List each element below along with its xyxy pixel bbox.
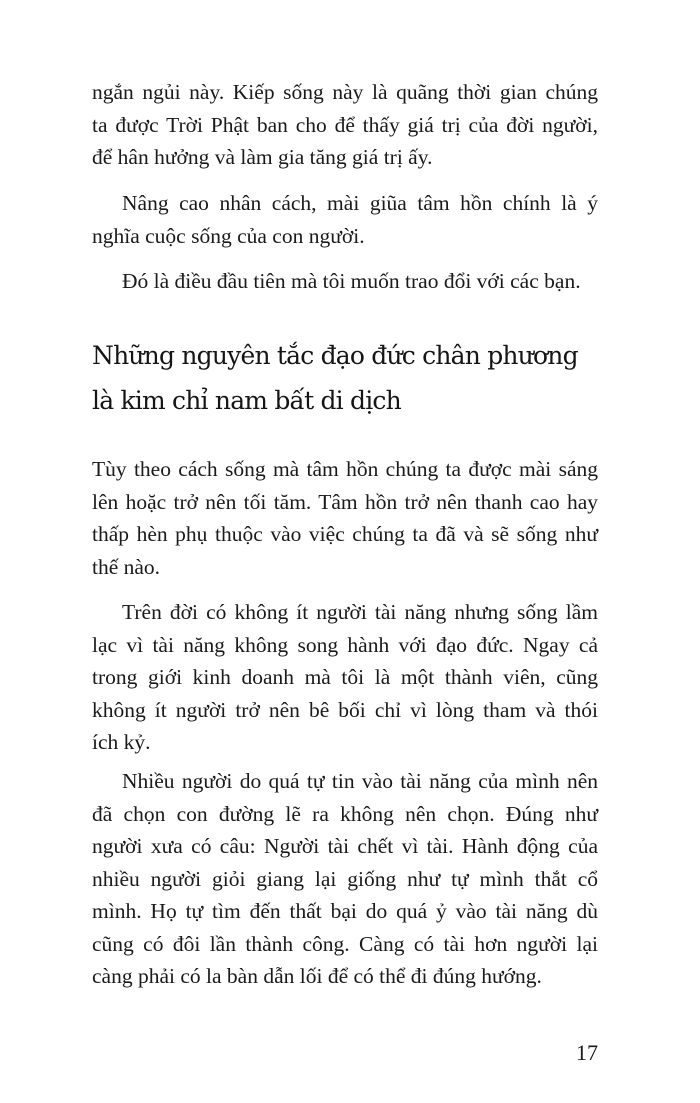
text-line: mình. Họ tự tìm đến thất bại do quá ỷ vào tài năng dù bbox=[92, 899, 598, 923]
text-line: để hân hưởng và làm gia tăng giá trị ấy. bbox=[92, 145, 433, 169]
text-line: thấp hèn phụ thuộc vào việc chúng ta đã và sẽ sống như bbox=[92, 522, 598, 546]
text-line: nhiều người giỏi giang lại giống như tự mình thắt cổ bbox=[92, 866, 598, 891]
heading-line: là kim chỉ nam bất di dịch bbox=[92, 386, 401, 415]
text-line: ngắn ngủi này. Kiếp sống này là quãng thời gian chúng bbox=[92, 80, 598, 104]
section-heading bbox=[92, 333, 612, 423]
text-line: Đó là điều đầu tiên mà tôi muốn trao đổi với các bạn. bbox=[122, 269, 581, 293]
heading-line: Những nguyên tắc đạo đức chân phương bbox=[92, 341, 578, 370]
paragraph bbox=[92, 596, 598, 759]
text-line: ích kỷ. bbox=[92, 730, 151, 754]
page-number: 17 bbox=[576, 1040, 598, 1065]
text-line: trong giới kinh doanh mà tôi là một thành viên, cũng bbox=[92, 665, 598, 689]
text-line: cũng có đôi lần thành công. Càng có tài hơn người lại bbox=[92, 931, 598, 956]
text-line: nghĩa cuộc sống của con người. bbox=[92, 223, 365, 248]
text-line: người xưa có câu: Người tài chết vì tài. Hành động của bbox=[92, 834, 598, 858]
paragraph bbox=[92, 187, 598, 252]
paragraph bbox=[92, 265, 598, 298]
text-line: lên hoặc trở nên tối tăm. Tâm hồn trở nên thanh cao hay bbox=[92, 489, 598, 514]
text-line: không ít người trở nên bê bối chỉ vì lòng tham và thói bbox=[92, 697, 598, 722]
text-line: Nhiều người do quá tự tin vào tài năng của mình nên bbox=[122, 769, 598, 793]
text-line: lạc vì tài năng không song hành với đạo đức. Ngay cả bbox=[92, 632, 598, 657]
text-line: Trên đời có không ít người tài năng nhưng sống lầm bbox=[122, 600, 598, 624]
text-line: đã chọn con đường lẽ ra không nên chọn. Đúng như bbox=[92, 801, 598, 826]
text-line: thế nào. bbox=[92, 554, 161, 579]
paragraph bbox=[92, 765, 598, 993]
paragraph bbox=[92, 453, 598, 583]
text-line: càng phải có la bàn dẫn lối để có thể đi đúng hướng. bbox=[92, 964, 542, 988]
text-line: ta được Trời Phật ban cho để thấy giá trị của đời người, bbox=[92, 112, 598, 137]
text-line: Tùy theo cách sống mà tâm hồn chúng ta được mài sáng bbox=[92, 457, 598, 481]
text-line: Nâng cao nhân cách, mài giũa tâm hồn chính là ý bbox=[122, 191, 598, 215]
paragraph-continuation bbox=[92, 76, 598, 174]
